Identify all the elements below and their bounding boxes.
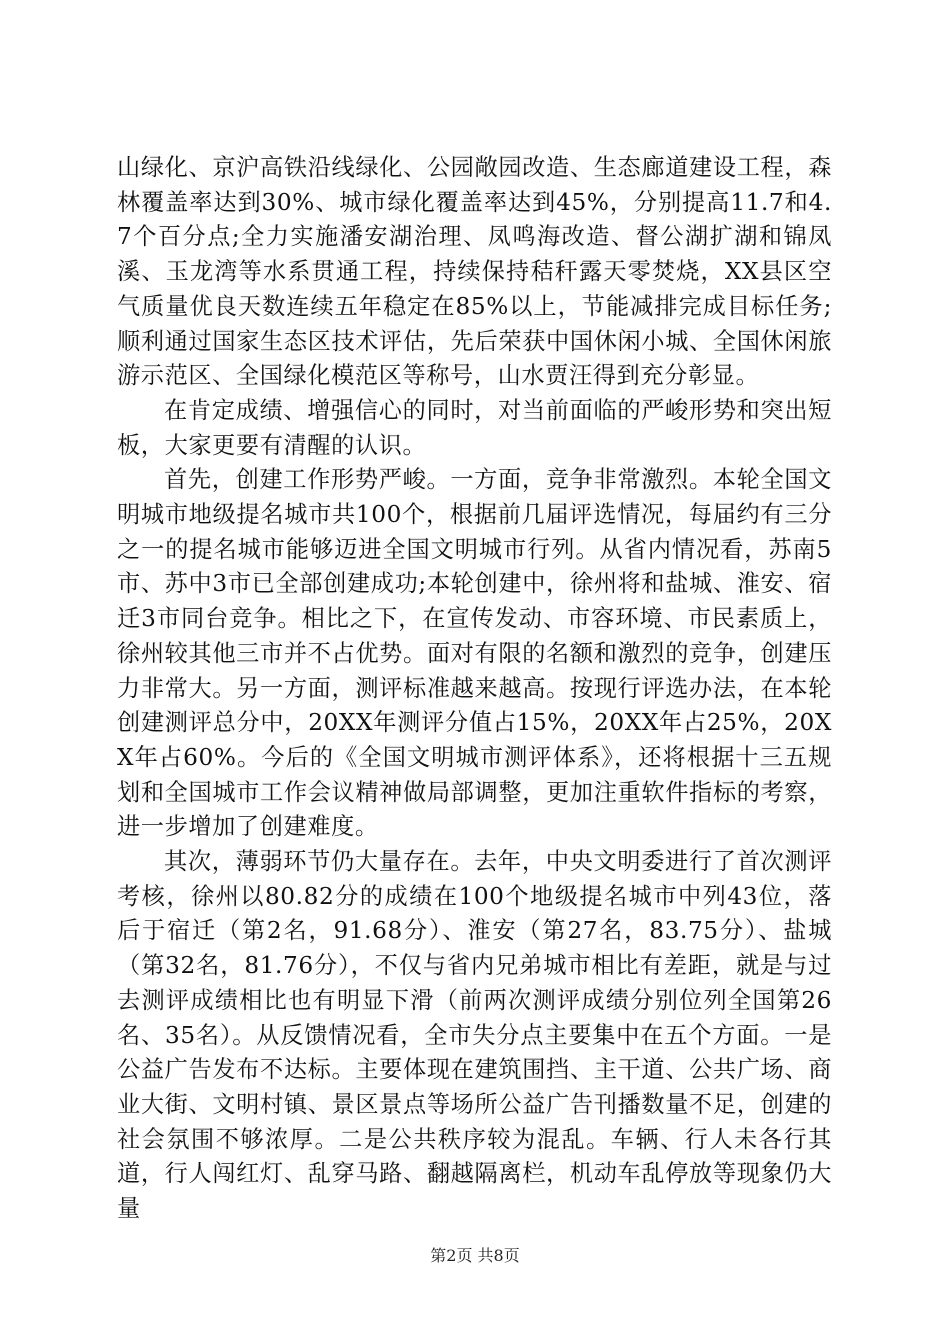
paragraph-weaknesses: 其次，薄弱环节仍大量存在。去年，中央文明委进行了首次测评考核，徐州以80.82分的成绩在100个地级提名城市中列43位，落后于宿迁（第2名，91.68分）、淮安（第27名，83.75分）、盐城（第32名，81.76分），不仅与省内兄弟城市相比有差距，就是与过去测评成绩相比也有明显下滑（前两次测评成绩分别位列全国第26名、35名）。从反馈情况看，全市失分点主要集中在五个方面。一是公益广告发布不达标。主要体现在建筑围挡、主干道、公共广场、商业大街、文明村镇、景区景点等场所公益广告刊播数量不足，创建的社会氛围不够浓厚。二是公共秩序较为混乱。车辆、行人未各行其道，行人闯红灯、乱穿马路、翻越隔离栏，机动车乱停放等现象仍大量: [117, 848, 832, 1223]
page-footer: 第2页 共8页: [430, 1246, 520, 1265]
paragraph-awareness: 在肯定成绩、增强信心的同时，对当前面临的严峻形势和突出短板，大家更要有清醒的认识。: [117, 396, 832, 459]
paragraph-continued: 山绿化、京沪高铁沿线绿化、公园敞园改造、生态廊道建设工程，森林覆盖率达到30%、城市绿化覆盖率达到45%，分别提高11.7和4.7个百分点;全力实施潘安湖治理、凤鸣海改造、督公湖扩湖和锦凤溪、玉龙湾等水系贯通工程，持续保持秸秆露天零焚烧，XX县区空气质量优良天数连续五年稳定在85%以上，节能减排完成目标任务;顺利通过国家生态区技术评估，先后荣获中国休闲小城、全国休闲旅游示范区、全国绿化模范区等称号，山水贾汪得到充分彰显。: [117, 154, 832, 390]
document-body: [117, 151, 832, 1227]
paragraph-situation: 首先，创建工作形势严峻。一方面，竞争非常激烈。本轮全国文明城市地级提名城市共100个，根据前几届评选情况，每届约有三分之一的提名城市能够迈进全国文明城市行列。从省内情况看，苏南5市、苏中3市已全部创建成功;本轮创建中，徐州将和盐城、淮安、宿迁3市同台竞争。相比之下，在宣传发动、市容环境、市民素质上，徐州较其他三市并不占优势。面对有限的名额和激烈的竞争，创建压力非常大。另一方面，测评标准越来越高。按现行评选办法，在本轮创建测评总分中，20XX年测评分值占15%，20XX年占25%，20XX年占60%。今后的《全国文明城市测评体系》，还将根据十三五规划和全国城市工作会议精神做局部调整，更加注重软件指标的考察，进一步增加了创建难度。: [117, 466, 832, 841]
